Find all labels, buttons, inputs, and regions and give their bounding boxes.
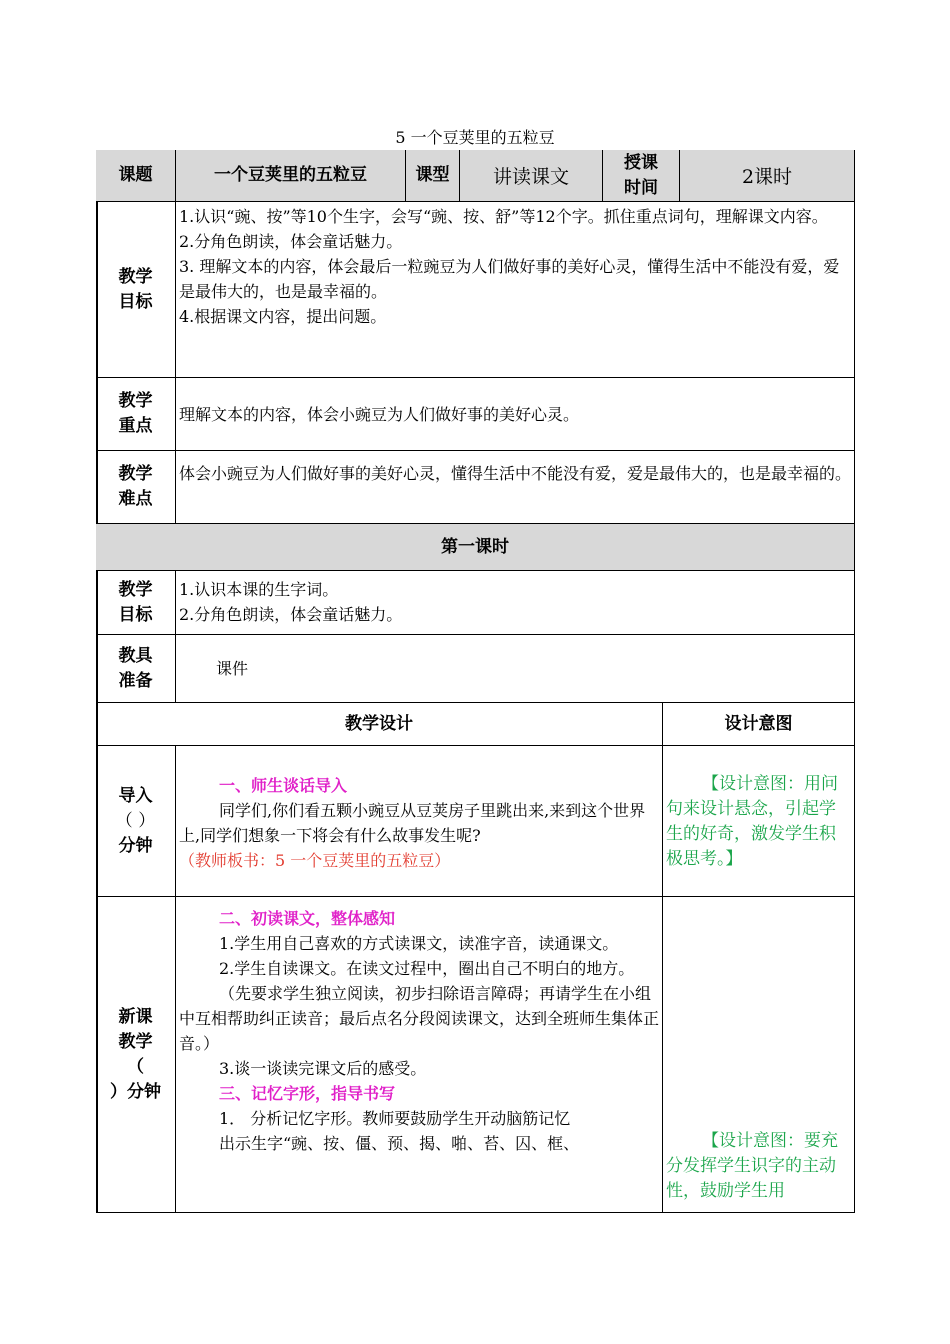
goals-label-cell bbox=[96, 202, 176, 378]
intro-label-2: （ ） bbox=[115, 810, 156, 831]
tools-label-2: 准备 bbox=[118, 670, 153, 691]
goals-label-1: 教学 bbox=[118, 266, 153, 287]
new-lesson-paragraph: 3.谈一谈读完课文后的感受。 bbox=[219, 1059, 427, 1078]
intent-header: 设计意图 bbox=[724, 713, 793, 734]
new-lesson-heading-1: 二、初读课文，整体感知 bbox=[219, 909, 396, 928]
intro-paragraph: 同学们,你们看五颗小豌豆从豆荚房子里跳出来,来到这个世界上,同学们想象一下将会有什么故事发生呢? bbox=[179, 801, 646, 845]
type-value-cell bbox=[460, 150, 603, 202]
design-header: 教学设计 bbox=[345, 713, 413, 734]
intent-header-cell bbox=[663, 703, 855, 746]
time-value: 2课时 bbox=[741, 166, 793, 188]
difficulty-label-1: 教学 bbox=[118, 464, 153, 484]
difficulty-label-2: 难点 bbox=[118, 489, 153, 509]
intro-intent: 【设计意图：用问句来设计悬念，引起学生的好奇，激发学生积极思考。】 bbox=[666, 774, 838, 869]
session-goals-label-2: 目标 bbox=[118, 604, 153, 625]
session-goals-label-cell bbox=[96, 571, 176, 635]
new-lesson-paragraph: （先要求学生独立阅读，初步扫除语言障碍；再请学生在小组中互相帮助纠正读音；最后点名分段阅读课文，达到全班师生集体正音。） bbox=[179, 984, 660, 1053]
type-label-cell bbox=[406, 150, 460, 202]
tools-text: 课件 bbox=[216, 659, 249, 678]
time-label-1: 授课 bbox=[624, 152, 658, 173]
session-title: 第一课时 bbox=[441, 536, 509, 557]
intro-content-cell bbox=[176, 746, 663, 897]
intro-heading: 一、师生谈话导入 bbox=[219, 776, 348, 795]
lesson-label-cell bbox=[96, 150, 176, 202]
design-header-cell bbox=[96, 703, 663, 746]
goal-line: 4.根据课文内容，提出问题。 bbox=[179, 307, 387, 326]
new-lesson-label-cell bbox=[96, 897, 176, 1213]
intro-label-1: 导入 bbox=[118, 785, 153, 806]
new-lesson-heading-2: 三、记忆字形，指导书写 bbox=[219, 1084, 396, 1103]
lesson-value-cell bbox=[176, 150, 406, 202]
time-value-cell bbox=[680, 150, 855, 202]
goal-line: 2.分角色朗读，体会童话魅力。 bbox=[179, 232, 403, 251]
new-lesson-label-2: 教学 bbox=[118, 1031, 153, 1052]
session-goals-content-cell bbox=[176, 571, 855, 635]
new-lesson-label-3: （ bbox=[127, 1056, 144, 1077]
focus-text: 理解文本的内容，体会小豌豆为人们做好事的美好心灵。 bbox=[179, 404, 580, 424]
difficulty-label-cell bbox=[96, 451, 176, 524]
session-title-cell bbox=[96, 524, 855, 571]
focus-label-2: 重点 bbox=[118, 416, 153, 436]
tools-content-cell bbox=[176, 635, 855, 703]
tools-label-1: 教具 bbox=[118, 645, 153, 666]
new-lesson-paragraph: 出示生字“豌、按、僵、预、揭、啪、苔、囚、框、 bbox=[219, 1134, 580, 1153]
intro-board-note: （教师板书：5 一个豆荚里的五粒豆） bbox=[179, 851, 451, 870]
new-lesson-paragraph: 1． 分析记忆字形。教师要鼓励学生开动脑筋记忆 bbox=[219, 1109, 571, 1128]
new-lesson-content-cell bbox=[176, 897, 663, 1213]
type-label: 课型 bbox=[415, 165, 450, 185]
difficulty-text: 体会小豌豆为人们做好事的美好心灵，懂得生活中不能没有爱，爱是最伟大的，也是最幸福的。 bbox=[179, 464, 852, 483]
intro-label-3: 分钟 bbox=[118, 835, 153, 856]
difficulty-content-cell bbox=[176, 451, 855, 524]
goals-label-2: 目标 bbox=[118, 291, 153, 312]
session-goal-line: 1.认识本课的生字词。 bbox=[179, 580, 339, 599]
lesson-value: 一个豆荚里的五粒豆 bbox=[214, 165, 367, 185]
time-label-2: 时间 bbox=[624, 177, 658, 198]
session-goal-line: 2.分角色朗读，体会童话魅力。 bbox=[179, 605, 403, 624]
new-lesson-intent: 【设计意图：要充分发挥学生识字的主动性，鼓励学生用 bbox=[666, 1131, 838, 1201]
new-lesson-intent-cell bbox=[663, 897, 855, 1213]
intro-label-cell bbox=[96, 746, 176, 897]
goals-content-cell bbox=[176, 202, 855, 378]
focus-content-cell bbox=[176, 378, 855, 451]
type-value: 讲读课文 bbox=[492, 166, 569, 188]
document-title: 5 一个豆荚里的五粒豆 bbox=[395, 128, 555, 147]
lesson-label: 课题 bbox=[118, 165, 153, 185]
new-lesson-paragraph: 2.学生自读课文。在读文过程中，圈出自己不明白的地方。 bbox=[219, 959, 635, 978]
focus-label-cell bbox=[96, 378, 176, 451]
intro-intent-cell bbox=[663, 746, 855, 897]
goal-line: 3. 理解文本的内容，体会最后一粒豌豆为人们做好事的美好心灵，懂得生活中不能没有爱，爱是最伟大的，也是最幸福的。 bbox=[179, 257, 840, 301]
new-lesson-label-4: ）分钟 bbox=[110, 1081, 161, 1102]
focus-label-1: 教学 bbox=[118, 391, 153, 411]
time-label-cell bbox=[603, 150, 680, 202]
goal-line: 1.认识“豌、按”等10个生字，会写“豌、按、舒”等12个字。抓住重点词句，理解课文内容。 bbox=[179, 207, 828, 226]
tools-label-cell bbox=[96, 635, 176, 703]
new-lesson-label-1: 新课 bbox=[118, 1006, 153, 1027]
new-lesson-paragraph: 1.学生用自己喜欢的方式读课文，读准字音，读通课文。 bbox=[219, 934, 619, 953]
session-goals-label-1: 教学 bbox=[118, 579, 153, 600]
